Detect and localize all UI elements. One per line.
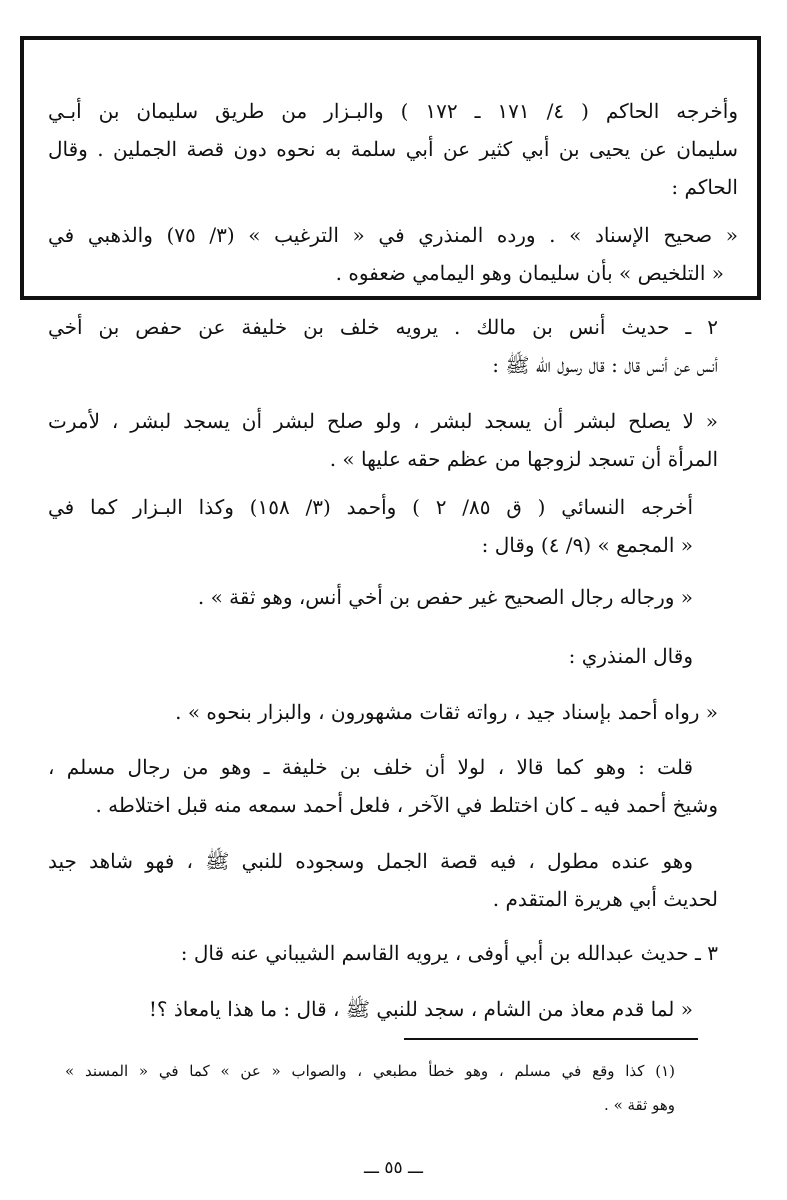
page-number: ـــ ٥٥ ـــ [364,1158,423,1178]
text-line: « لما قدم معاذ من الشام ، سجد للنبي ﷺ ، قال : ما هذا يامعاذ ؟! [148,997,693,1021]
hadith-3-text [48,990,693,1028]
text-line: « ورجاله رجال الصحيح غير حفص بن أخي أنس، وهو ثقة » . [197,585,693,609]
hadith-2-text [48,402,718,478]
text-line: وقال المنذري : [568,644,693,668]
text-line: « التلخيص » بأن سليمان وهو اليمامي ضعفوه . [335,261,724,285]
quote-ahmad [48,693,718,731]
text-line: الحاكم : [671,175,738,199]
mundhiri-said [48,637,693,675]
text-line: « المجمع » (٩/ ٤) وقال : [481,533,693,557]
text-line: وهو عنده مطول ، فيه قصة الجمل وسجوده للنبي ﷺ ، فهو شاهد جيد [48,849,693,873]
text-line: أخرجه النسائي ( ق ٨٥/ ٢ ) وأحمد (٣/ ١٥٨) وكذا البـزار كما في [48,495,693,519]
text-line: لحديث أبي هريرة المتقدم . [492,887,718,911]
text-line: المرأة أن تسجد لزوجها من عظم حقه عليها » . [329,447,718,471]
text-line: قلت : وهو كما قالا ، لولا أن خلف بن خليفة ـ وهو من رجال مسلم ، [48,755,693,779]
text-line: « لا يصلح لبشر أن يسجد لبشر ، ولو صلح لبشر أن يسجد لبشر ، لأمرت [48,409,718,433]
quote-rijal [48,578,693,616]
takhrij-paragraph [48,488,693,564]
text-line: أنس عن أنس قال : قال رسول الله ﷺ : [492,353,718,377]
text-line: ٣ ـ حديث عبدالله بن أبي أوفى ، يرويه القاسم الشيباني عنه قال : [180,941,718,965]
text-line: « رواه أحمد بإسناد جيد ، رواته ثقات مشهورون ، والبزار بنحوه » . [175,700,718,724]
text-line: « صحيح الإسناد » . ورده المنذري في « الترغيب » (٣/ ٧٥) والذهبي في [48,223,738,247]
text-line: سليمان عن يحيى بن أبي كثير عن أبي سلمة به نحوه دون قصة الجملين . وقال [48,137,738,161]
qultu-paragraph [48,748,718,824]
mutawwal-paragraph [48,842,718,918]
hadith-3-intro [48,934,718,972]
text-line: وأخرجه الحاكم ( ٤/ ١٧١ ـ ١٧٢ ) والبـزار من طريق سليمان بن أبـي [48,99,738,123]
text-line: ٢ ـ حديث أنس بن مالك . يرويه خلف بن خليفة عن حفص بن أخي [48,315,718,339]
box-paragraph-2 [48,216,738,292]
hadith-2-intro [48,308,718,384]
text-line: وشيخ أحمد فيه ـ كان اختلط في الآخر ، فلعل أحمد سمعه منه قبل اختلاطه . [95,793,718,817]
footnote-separator [404,1038,698,1040]
footnote-line: (١) كذا وقع في مسلم ، وهو خطأ مطبعي ، والصواب « عن » كما في « المسند » [65,1062,675,1080]
footnote [65,1054,675,1122]
box-paragraph-1 [48,92,738,206]
footnote-line: وهو ثقة » . [604,1096,675,1114]
